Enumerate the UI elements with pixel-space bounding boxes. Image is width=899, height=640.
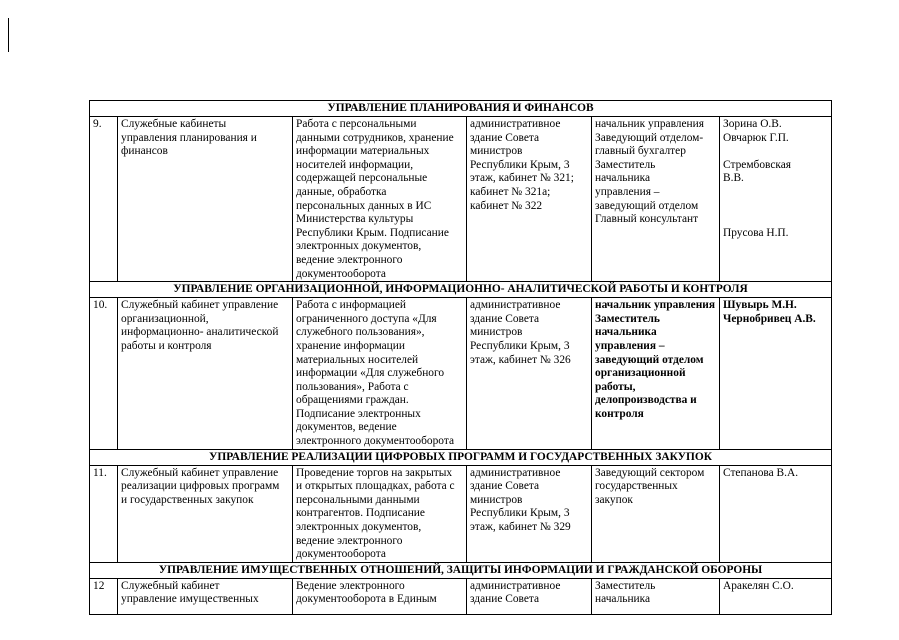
section-header-row [90, 101, 832, 117]
section-header-row [90, 282, 832, 298]
section-title: УПРАВЛЕНИЕ РЕАЛИЗАЦИИ ЦИФРОВЫХ ПРОГРАММ И ГОСУДАРСТВЕННЫХ ЗАКУПОК [90, 449, 832, 465]
work-description: Работа с информацией ограниченного доступа «Для служебного пользования», хранение информации материальных носителей информации «Для служебного пользования», Работа с обращениями граждан. Подписание электронных документов, ведение электронного документооборота [293, 298, 467, 450]
section-title: УПРАВЛЕНИЕ ПЛАНИРОВАНИЯ И ФИНАНСОВ [90, 101, 832, 117]
room-address: административное здание Совета министров Республики Крым, 3 этаж, кабинет № 326 [467, 298, 592, 450]
work-description: Ведение электронного документооборота в Единым [293, 578, 467, 614]
responsible-persons: Зорина О.В. Овчарюк Г.П. Стрембовская В.В. Прусова Н.П. [720, 117, 832, 282]
row-number: 12 [90, 578, 118, 614]
work-description: Проведение торгов на закрытых и открытых площадках, работа с персональными данными контрагентов. Подписание электронных документов, ведение электронного документооборота [293, 465, 467, 562]
row-number: 11. [90, 465, 118, 562]
responsible-persons: Аракелян С.О. [720, 578, 832, 614]
section-header-row [90, 562, 832, 578]
table-row [90, 465, 832, 562]
room-address: административное здание Совета министров Республики Крым, 3 этаж, кабинет № 321; кабинет № 321а; кабинет № 322 [467, 117, 592, 282]
margin-mark [8, 18, 9, 52]
document-table [89, 100, 832, 615]
table-row [90, 117, 832, 282]
row-number: 10. [90, 298, 118, 450]
room-name: Служебный кабинет управление реализации цифровых программ и государственных закупок [118, 465, 293, 562]
room-name: Служебный кабинет управление организационной, информационно- аналитической работы и контроля [118, 298, 293, 450]
room-address: административное здание Совета министров Республики Крым, 3 этаж, кабинет № 329 [467, 465, 592, 562]
work-description: Работа с персональными данными сотрудников, хранение информации материальных носителей информации, содержащей персональные данные, обработка персональных данных в ИС Министерства культуры Республики Крым. Подписание электронных документов, ведение электронного документооборота [293, 117, 467, 282]
room-name: Служебный кабинет управление имущественных [118, 578, 293, 614]
section-title: УПРАВЛЕНИЕ ОРГАНИЗАЦИОННОЙ, ИНФОРМАЦИОННО- АНАЛИТИЧЕСКОЙ РАБОТЫ И КОНТРОЛЯ [90, 282, 832, 298]
positions: Заместитель начальника [592, 578, 720, 614]
section-title: УПРАВЛЕНИЕ ИМУЩЕСТВЕННЫХ ОТНОШЕНИЙ, ЗАЩИТЫ ИНФОРМАЦИИ И ГРАЖДАНСКОЙ ОБОРОНЫ [90, 562, 832, 578]
section-header-row [90, 449, 832, 465]
room-address: административное здание Совета [467, 578, 592, 614]
row-number: 9. [90, 117, 118, 282]
room-name: Служебные кабинеты управления планирования и финансов [118, 117, 293, 282]
responsible-persons: Степанова В.А. [720, 465, 832, 562]
table-row [90, 578, 832, 614]
positions: Заведующий сектором государственных закупок [592, 465, 720, 562]
positions: начальник управления Заместитель начальника управления – заведующий отделом организационной работы, делопроизводства и контроля [592, 298, 720, 450]
responsible-persons: Шувырь М.Н. Чернобривец А.В. [720, 298, 832, 450]
table-row [90, 298, 832, 450]
positions: начальник управления Заведующий отделом- главный бухгалтер Заместитель начальника управления – заведующий отделом Главный консультант [592, 117, 720, 282]
